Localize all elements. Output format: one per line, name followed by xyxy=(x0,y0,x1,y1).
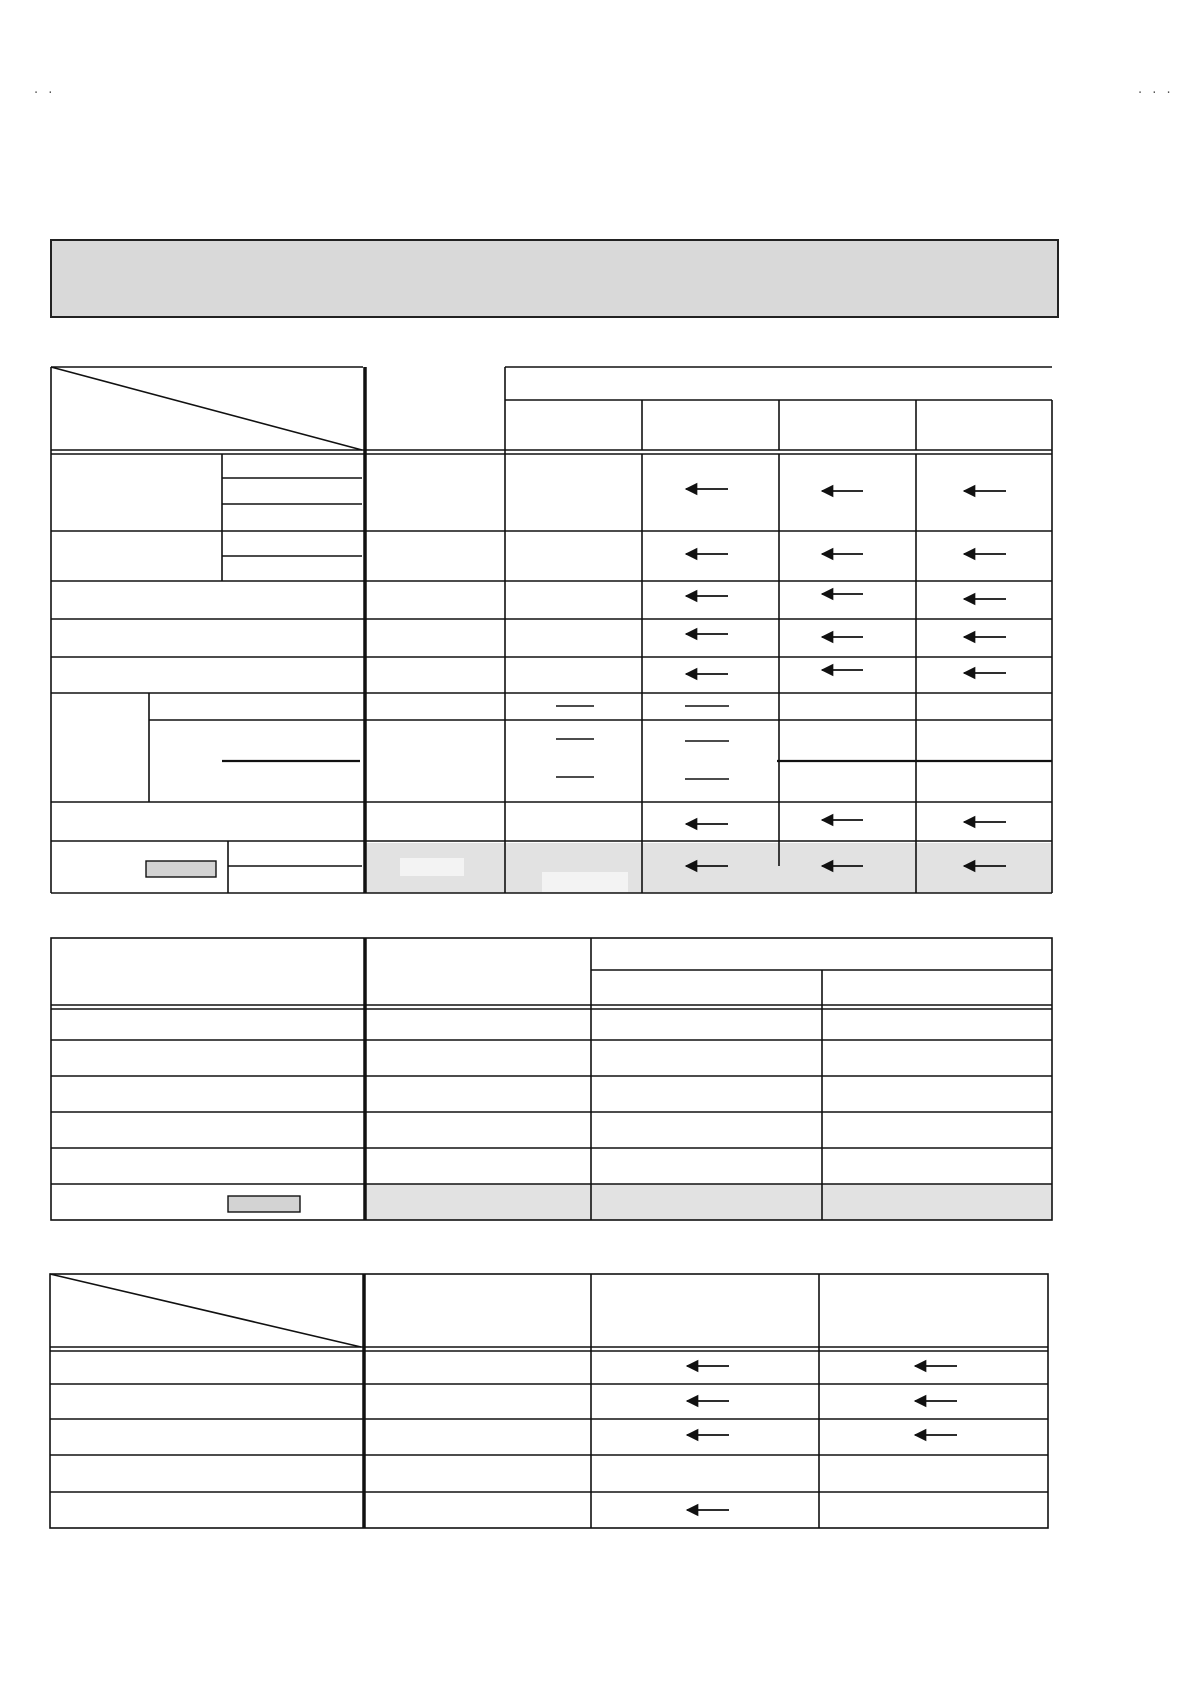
spec-table-3 xyxy=(50,1274,1048,1528)
header-left-marks: · · xyxy=(34,86,56,101)
table1-shaded-row xyxy=(366,843,1052,893)
table1-input-box xyxy=(146,861,216,877)
header-right-marks: · · · xyxy=(1138,86,1174,101)
spec-table-2 xyxy=(51,938,1052,1220)
spec-table-1 xyxy=(51,367,1052,893)
table2-shaded-row xyxy=(366,1184,1052,1220)
table1-arrows xyxy=(686,489,1006,866)
table3-arrows xyxy=(687,1366,957,1510)
table2-input-box xyxy=(228,1196,300,1212)
